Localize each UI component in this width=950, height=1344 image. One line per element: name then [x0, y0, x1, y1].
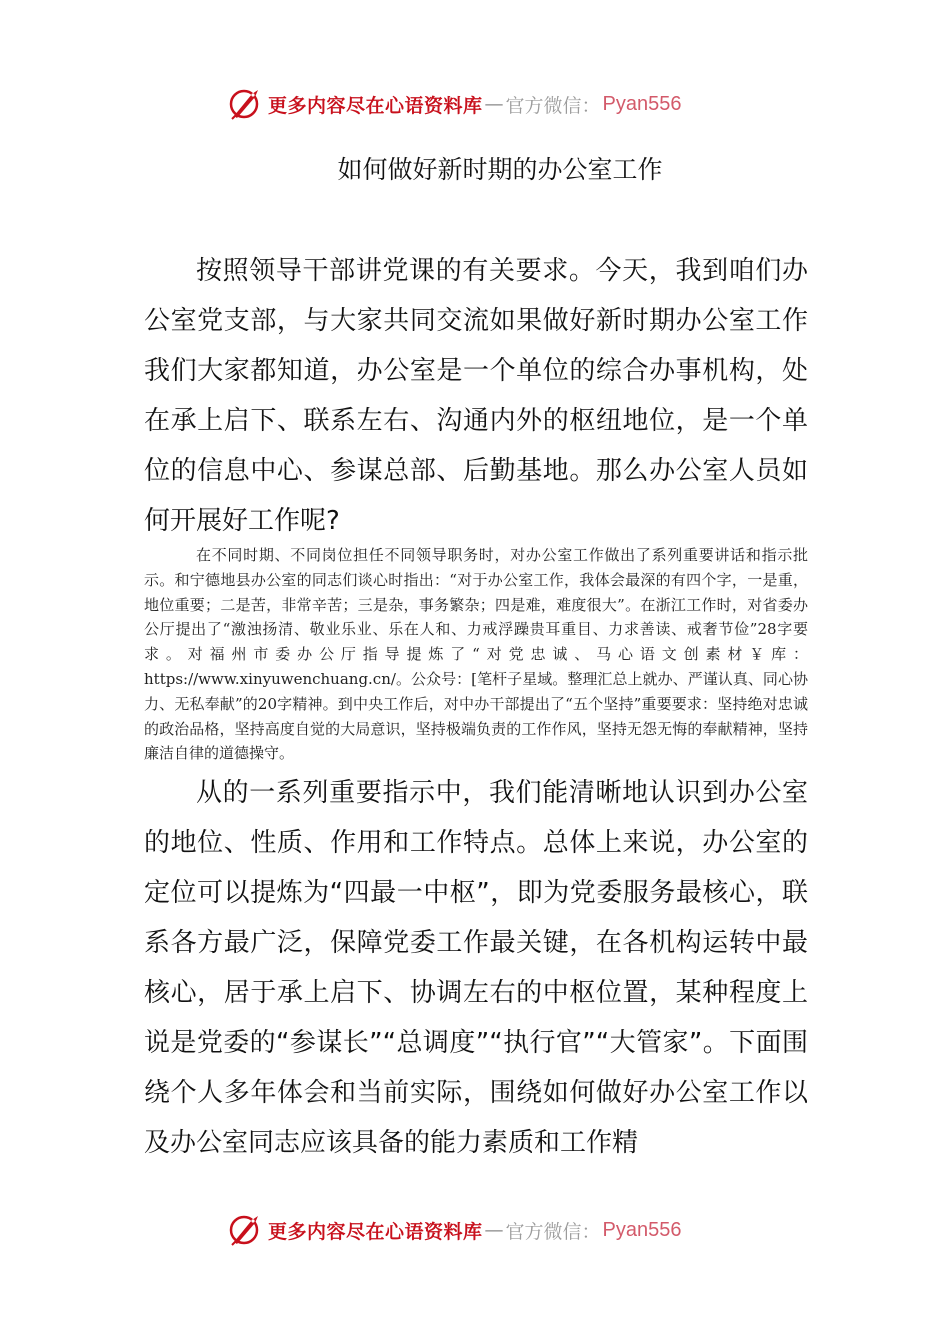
- watermark-separator: —: [484, 1219, 504, 1241]
- body-paragraph-1: 按照领导干部讲党课的有关要求。今天，我到咱们办公室党支部，与大家共同交流如果做好新时期办公室工作我们大家都知道，办公室是一个单位的综合办事机构，处在承上启下、联系左右、沟通内外的枢纽地位，是一个单位的信息中心、参谋总部、后勤基地。那么办公室人员如何开展好工作呢?: [144, 256, 808, 536]
- document-title: 如何做好新时期的办公室工作: [337, 155, 663, 184]
- watermark-separator: —: [484, 93, 504, 115]
- pen-nib-logo-icon: [228, 86, 264, 122]
- watermark-wechat-id: Pyan556: [602, 92, 682, 115]
- watermark-official-label: 官方微信：: [505, 1220, 601, 1243]
- watermark-official-label: 官方微信：: [505, 94, 601, 117]
- footer-watermark: [228, 1210, 748, 1250]
- watermark-brand: 更多内容尽在心语资料库: [268, 1220, 483, 1243]
- body-paragraph-2: 在不同时期、不同岗位担任不同领导职务时，对办公室工作做出了系列重要讲话和指示批示。和宁德地县办公室的同志们谈心时指出：“对于办公室工作，我体会最深的有四个字，一是重，地位重要；二是苦，非常辛苦；三是杂，事务繁杂；四是难，难度很大”。在浙江工作时，对省委办公厅提出了“激浊扬清、敬业乐业、乐在人和、力戒浮躁贵耳重目、力求善读、戒奢节俭”28字要求。对福州市委办公厅指导提炼了“对党忠诚、马心语文创素材￥库：https://www.xinyuwenchuang.cn/。公众号：[笔杆子星域。整理汇总上就办、严谨认真、同心协力、无私奉献”的20字精神。到中央工作后，对中办干部提出了“五个坚持”重要要求：坚持绝对忠诚的政治品格，坚持高度自觉的大局意识，坚持极端负责的工作作风，坚持无怨无悔的奉献精神，坚持廉洁自律的道德操守。: [144, 546, 808, 763]
- watermark-wechat-id: Pyan556: [602, 1218, 682, 1241]
- header-watermark: [228, 84, 748, 124]
- watermark-brand: 更多内容尽在心语资料库: [268, 94, 483, 117]
- pen-nib-logo-icon: [228, 1212, 264, 1248]
- body-paragraph-3: 从的一系列重要指示中，我们能清晰地认识到办公室的地位、性质、作用和工作特点。总体上来说，办公室的定位可以提炼为“四最一中枢”，即为党委服务最核心，联系各方最广泛，保障党委工作最关键，在各机构运转中最核心，居于承上启下、协调左右的中枢位置，某种程度上说是党委的“参谋长”“总调度”“执行官”“大管家”。下面围绕个人多年体会和当前实际，围绕如何做好办公室工作以及办公室同志应该具备的能力素质和工作精: [144, 778, 808, 1158]
